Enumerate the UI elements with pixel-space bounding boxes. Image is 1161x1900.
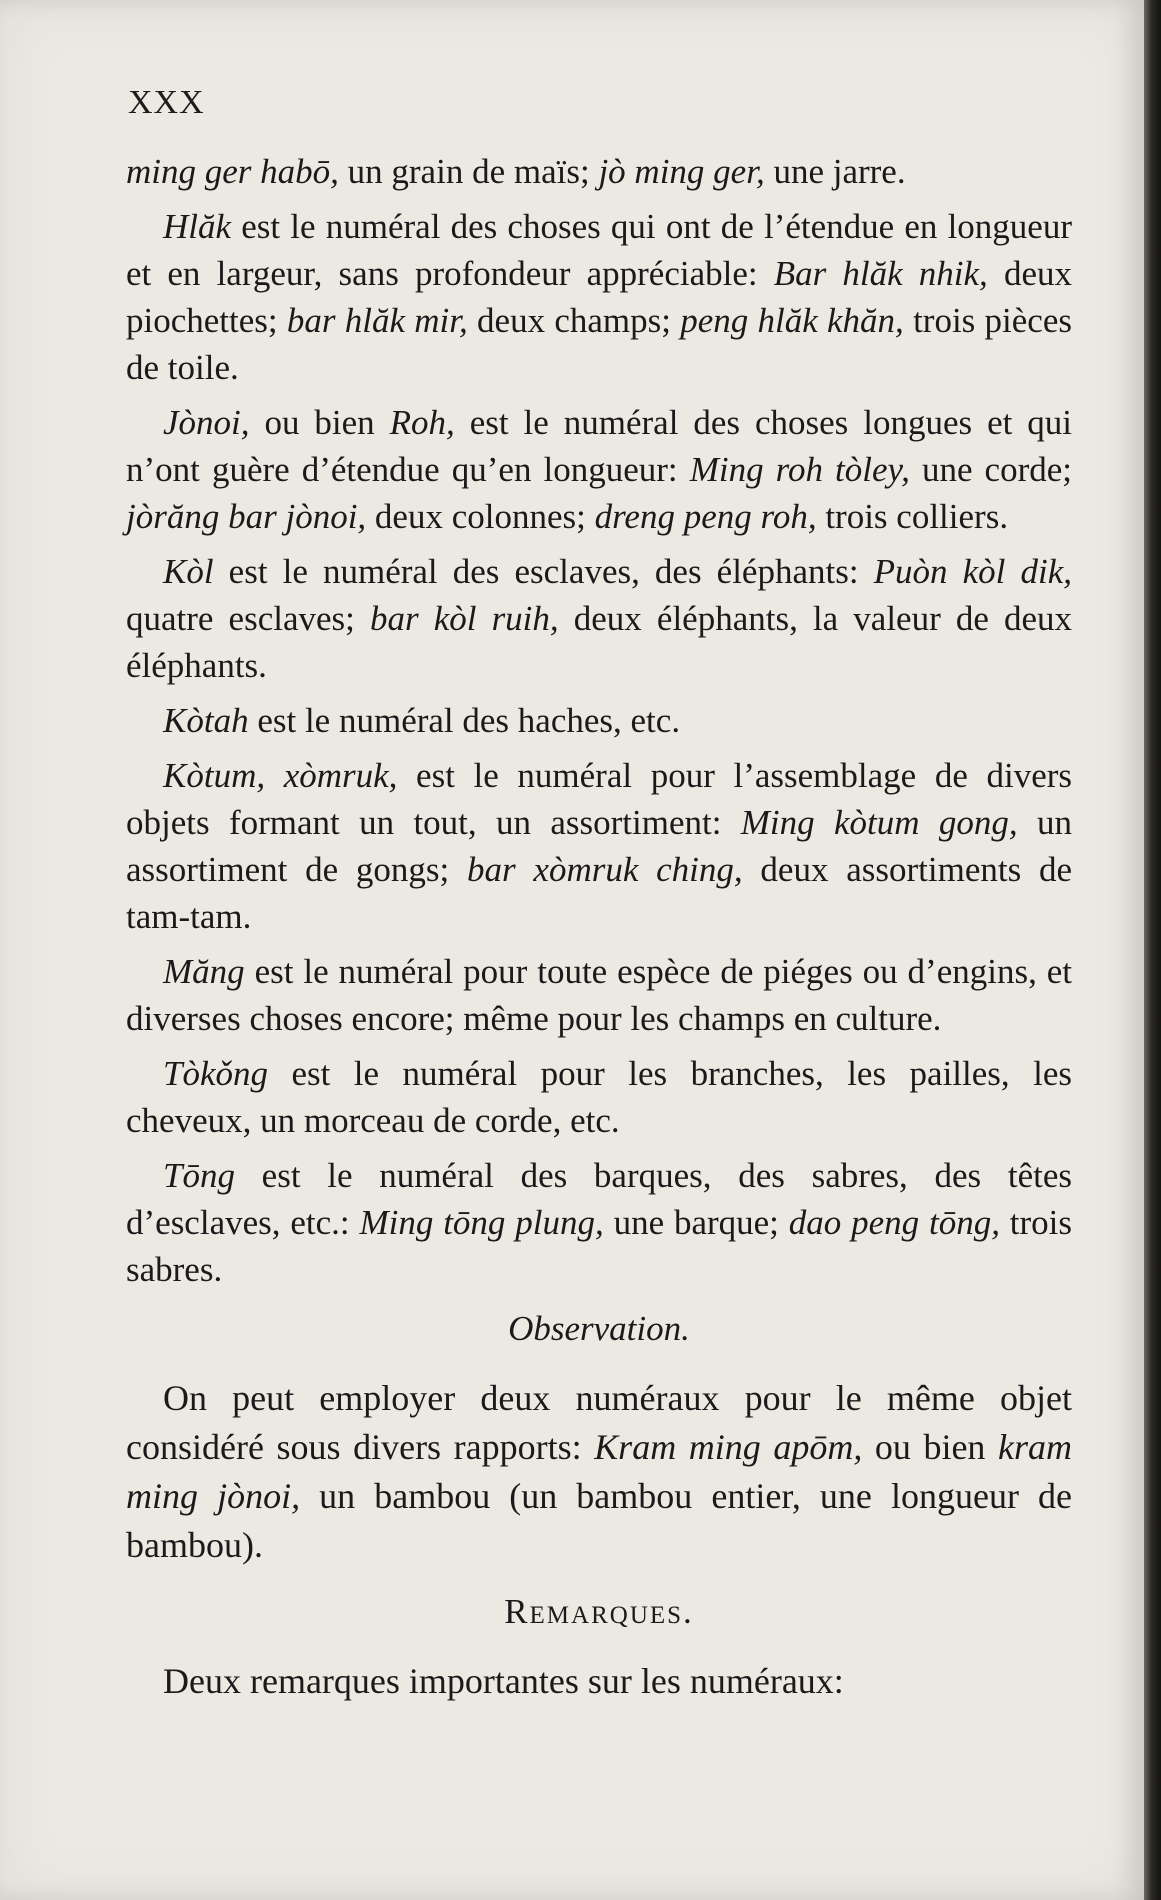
text-run: trois sabres. (126, 1203, 1073, 1289)
text-run: trois colliers. (816, 497, 1009, 536)
paragraph-hlak (126, 203, 1072, 391)
term: dreng peng roh, (594, 497, 817, 536)
term: bar kòl ruih, (369, 599, 559, 638)
text-run: deux assortiments de tam-tam. (126, 850, 1072, 936)
paragraph-remarques (126, 1657, 1072, 1706)
text-run: un assortiment de gongs; (126, 803, 1073, 889)
text-run: deux éléphants, la valeur de deux éléphants. (126, 599, 1073, 685)
text-run: une jarre. (764, 152, 906, 191)
paragraph-kol (126, 548, 1072, 689)
text-run: deux champs; (467, 301, 681, 340)
paragraph-kotum (126, 752, 1072, 940)
term: Ming roh tòley, (689, 450, 910, 489)
text-run: est le numéral pour l’assemblage de divers objets formant un tout, un assortiment: (126, 756, 1073, 842)
text-run: est le numéral des haches, etc. (248, 701, 681, 740)
term: Puòn kòl dik, (873, 552, 1072, 591)
text-run: Deux remarques importantes sur les numéraux: (163, 1661, 844, 1701)
page-text (126, 148, 1072, 1714)
text-run: est le numéral pour les branches, les pailles, les cheveux, un morceau de corde, etc. (126, 1054, 1072, 1140)
term: Ming tōng plung, (359, 1203, 604, 1242)
paragraph-kotah (126, 697, 1072, 744)
term: Roh, (389, 403, 455, 442)
term: Bar hlăk nhik, (773, 254, 988, 293)
paragraph-jonoi (126, 399, 1072, 540)
text-run: un bambou (un bambou entier, une longueur de bambou). (126, 1476, 1072, 1565)
text-run: ou bien (862, 1427, 999, 1467)
term: peng hlăk khăn, (680, 301, 904, 340)
text-run: deux piochettes; (126, 254, 1072, 340)
text-run: un grain de maïs; (338, 152, 599, 191)
text-run: trois pièces de toile. (126, 301, 1072, 387)
heading-remarques: Remarques. (504, 1592, 694, 1631)
text-run: est le numéral des choses longues et qui n’ont guère d’étendue qu’en longueur: (126, 403, 1072, 489)
page-number: XXX (128, 84, 205, 121)
paragraph-observation (126, 1374, 1072, 1570)
text-run: quatre esclaves; (126, 599, 370, 638)
term: Tōng (163, 1156, 235, 1195)
paragraph-tong (126, 1152, 1072, 1293)
text-run: une barque; (603, 1203, 789, 1242)
book-page-edge (1144, 0, 1161, 1900)
term: jòrăng bar jònoi, (126, 497, 367, 536)
term: ming ger habō, (126, 152, 339, 191)
term: Kòtum, xòmruk, (163, 756, 398, 795)
text-run: est le numéral pour toute espèce de piéges ou d’engins, et diverses choses encore; même pour les champs en culture. (126, 952, 1072, 1038)
text-run: est le numéral des esclaves, des éléphants: (213, 552, 874, 591)
term: bar xòmruk ching, (467, 850, 743, 889)
term: Tòkǒng (163, 1054, 268, 1093)
term: Kòtah (163, 701, 249, 740)
term: kram ming jònoi, (126, 1427, 1073, 1516)
term: Kòl (163, 552, 214, 591)
text-run: deux colonnes; (366, 497, 595, 536)
term: Kram ming apōm, (594, 1427, 863, 1467)
term: jò ming ger, (598, 152, 765, 191)
paragraph-tokong (126, 1050, 1072, 1144)
text-run: ou bien (249, 403, 390, 442)
paragraph-mang (126, 948, 1072, 1042)
term: bar hlăk mir, (286, 301, 468, 340)
term: Ming kòtum gong, (740, 803, 1018, 842)
term: Hlăk (163, 207, 232, 246)
text-run: une corde; (909, 450, 1073, 489)
term: Jònoi, (163, 403, 250, 442)
text-run: On peut employer deux numéraux pour le même objet considéré sous divers rapports: (126, 1378, 1072, 1467)
text-run: est le numéral des barques, des sabres, des têtes d’esclaves, etc.: (126, 1156, 1072, 1242)
paragraph-continuation (126, 148, 1072, 195)
term: Măng (163, 952, 245, 991)
text-run: est le numéral des choses qui ont de l’étendue en longueur et en largeur, sans profondeur appréciable: (126, 207, 1072, 293)
heading-observation: Observation. (508, 1309, 690, 1348)
term: dao peng tōng, (788, 1203, 1000, 1242)
